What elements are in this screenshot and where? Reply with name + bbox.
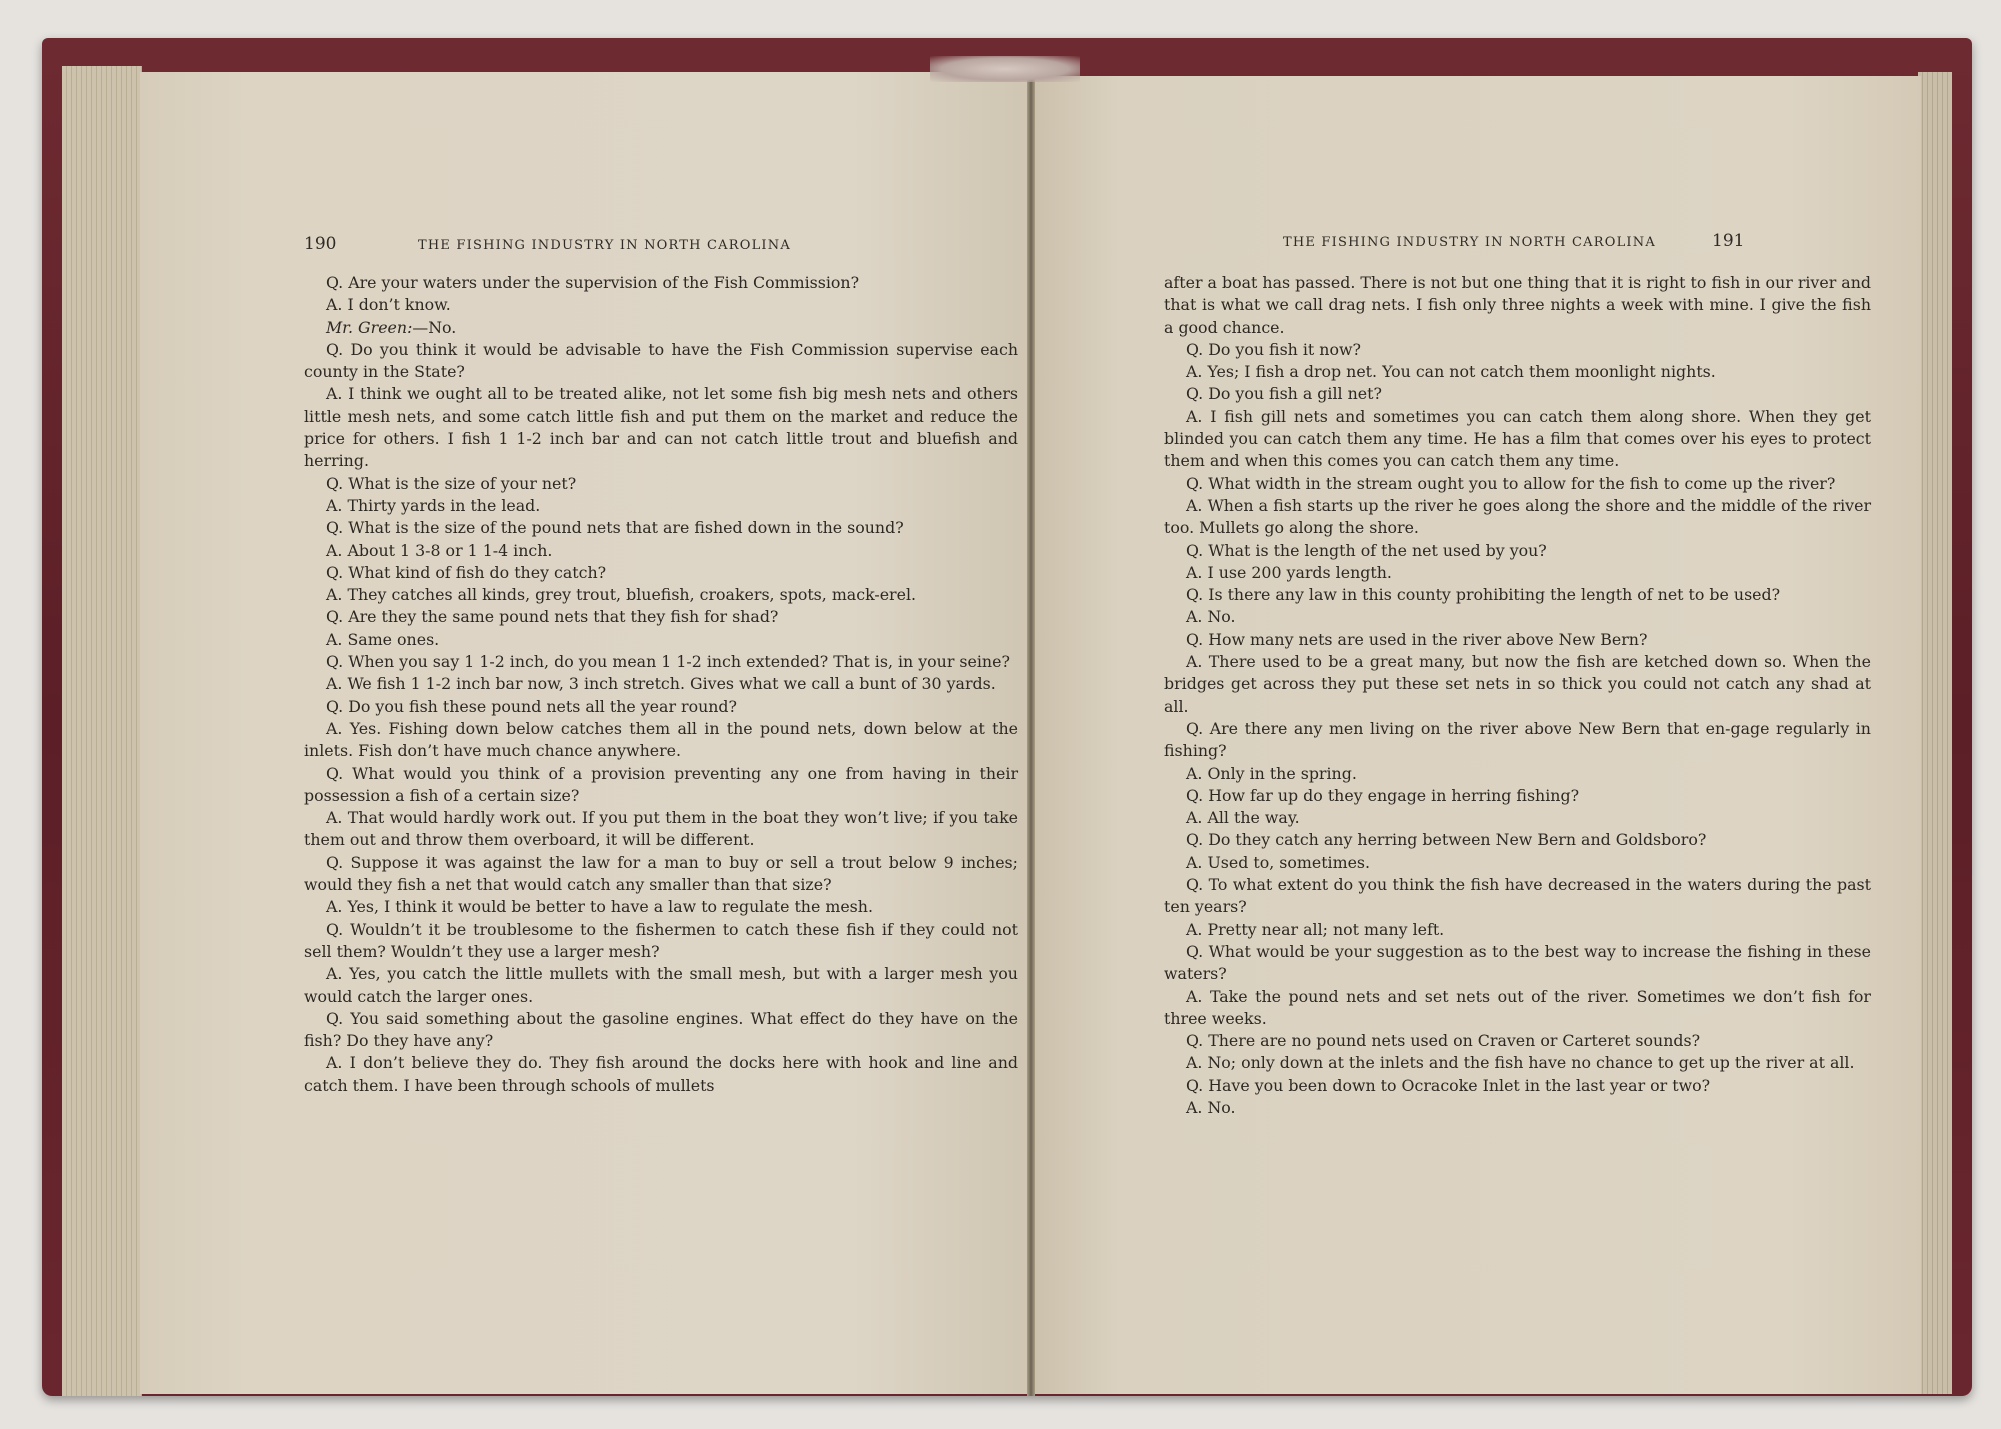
paragraph-text: Q. You said something about the gasoline engines. What effect do they have on the fish? Do they have any? bbox=[304, 1008, 1018, 1051]
paragraph bbox=[304, 272, 1018, 294]
paragraph: A. I use 200 yards length. bbox=[1186, 562, 1392, 582]
spine-headband bbox=[930, 56, 1080, 82]
paragraph bbox=[304, 317, 1018, 339]
paragraph: A. No. bbox=[1186, 1097, 1236, 1117]
page-body bbox=[1164, 272, 1871, 1119]
paragraph bbox=[304, 896, 1018, 918]
paragraph bbox=[304, 517, 1018, 539]
paragraph: A. Used to, sometimes. bbox=[1186, 852, 1371, 872]
paragraph-text: A. That would hardly work out. If you put them in the boat they won’t live; if you take them out and throw them overboard, it will be different. bbox=[304, 808, 1018, 850]
speaker-name: Mr. Green: bbox=[326, 317, 413, 337]
paragraph-text: A. Same ones. bbox=[326, 629, 440, 649]
paragraph bbox=[304, 919, 1018, 964]
paragraph-text: A. Thirty yards in the lead. bbox=[326, 495, 541, 515]
paragraph-text: A. About 1 3-8 or 1 1-4 inch. bbox=[326, 540, 553, 560]
paragraph-text: A. Yes, you catch the little mullets with the small mesh, but with a larger mesh you would catch the larger ones. bbox=[304, 964, 1018, 1006]
paragraph: Q. Is there any law in this county prohibiting the length of net to be used? bbox=[1186, 585, 1781, 605]
running-head: THE FISHING INDUSTRY IN NORTH CAROLINA bbox=[418, 238, 791, 253]
paragraph-text: Q. What is the size of the pound nets that are fished down in the sound? bbox=[326, 518, 904, 538]
paragraph bbox=[304, 1008, 1018, 1053]
paragraph-text: Q. When you say 1 1-2 inch, do you mean 1 1-2 inch extended? That is, in your seine? bbox=[326, 652, 1010, 672]
paragraph-text: A. Yes, I think it would be better to have a law to regulate the mesh. bbox=[326, 897, 873, 917]
paragraph: A. No. bbox=[1186, 607, 1236, 627]
paragraph: Q. Do they catch any herring between New Bern and Goldsboro? bbox=[1186, 830, 1707, 850]
paragraph bbox=[304, 651, 1018, 673]
paragraph-text: —No. bbox=[412, 317, 457, 337]
paragraph bbox=[304, 629, 1018, 651]
paragraph bbox=[304, 339, 1018, 384]
paragraph: A. No; only down at the inlets and the fish have no chance to get up the river at all. bbox=[1186, 1053, 1855, 1073]
paragraph: Q. To what extent do you think the fish have decreased in the waters during the past ten years? bbox=[1164, 875, 1871, 917]
paragraph: A. I fish gill nets and sometimes you can catch them along shore. When they get blinded you can catch them any time. He has a film that comes over his eyes to protect them and when this comes you can catch them any time. bbox=[1164, 406, 1871, 471]
paragraph: Q. Are there any men living on the river above New Bern that en-gage regularly in fishing? bbox=[1164, 718, 1871, 761]
paragraph bbox=[304, 673, 1018, 695]
paragraph: Q. How far up do they engage in herring fishing? bbox=[1186, 785, 1580, 805]
paragraph: A. Only in the spring. bbox=[1186, 763, 1357, 783]
paragraph-text: Q. Do you fish these pound nets all the year round? bbox=[326, 696, 738, 716]
paragraph-text: Q. Suppose it was against the law for a man to buy or sell a trout below 9 inches; would they fish a net that would catch any smaller than that size? bbox=[304, 852, 1018, 895]
paragraph bbox=[304, 718, 1018, 763]
paragraph-text: A. I don’t know. bbox=[326, 295, 451, 315]
paragraph: A. There used to be a great many, but now the fish are ketched down so. When the bridges get across they put these set nets in so thick you could not catch any shad at all. bbox=[1164, 652, 1871, 716]
page-body bbox=[304, 272, 1018, 1097]
paragraph-text: A. They catches all kinds, grey trout, bluefish, croakers, spots, mack-erel. bbox=[326, 585, 917, 605]
right-page bbox=[1031, 76, 1921, 1394]
paragraph: A. Take the pound nets and set nets out of the river. Sometimes we don’t fish for three weeks. bbox=[1164, 986, 1871, 1028]
paragraph bbox=[304, 562, 1018, 584]
paragraph-text: A. We fish 1 1-2 inch bar now, 3 inch stretch. Gives what we call a bunt of 30 yards. bbox=[326, 674, 996, 694]
paragraph: A. Yes; I fish a drop net. You can not catch them moonlight nights. bbox=[1186, 362, 1716, 382]
paragraph-text: Q. What kind of fish do they catch? bbox=[326, 562, 607, 582]
paragraph bbox=[304, 606, 1018, 628]
paragraph: Q. How many nets are used in the river above New Bern? bbox=[1186, 629, 1648, 649]
left-page bbox=[140, 72, 1031, 1394]
paragraph bbox=[304, 763, 1018, 808]
page-edges-left bbox=[62, 66, 142, 1396]
paragraph bbox=[304, 383, 1018, 472]
paragraph-text: Q. What would you think of a provision preventing any one from having in their possession a fish of a certain size? bbox=[304, 763, 1018, 805]
paragraph bbox=[304, 584, 1018, 606]
page-number: 190 bbox=[304, 234, 337, 254]
running-head: THE FISHING INDUSTRY IN NORTH CAROLINA bbox=[1283, 235, 1656, 250]
paragraph-text: Q. What is the size of your net? bbox=[326, 473, 577, 493]
paragraph bbox=[304, 963, 1018, 1008]
paragraph-text: Q. Do you think it would be advisable to have the Fish Commission supervise each county in the State? bbox=[304, 339, 1018, 382]
paragraph-text: Q. Are your waters under the supervision of the Fish Commission? bbox=[326, 273, 860, 292]
paragraph-text: A. I think we ought all to be treated alike, not let some fish big mesh nets and others little mesh nets, and some catch little fish and put them on the market and reduce the price for others. I fish 1 1-2 inch bar and can not catch little trout and bluefish and herring. bbox=[304, 384, 1018, 471]
page-edges-right bbox=[1918, 72, 1952, 1394]
paragraph: Q. What is the length of the net used by you? bbox=[1186, 540, 1547, 560]
page-number: 191 bbox=[1712, 231, 1745, 251]
paragraph bbox=[304, 852, 1018, 897]
continuation-paragraph: after a boat has passed. There is not but one thing that it is right to fish in our river and that is what we call drag nets. I fish only three nights a week with mine. I give the fish a good chance. bbox=[1164, 273, 1871, 337]
paragraph bbox=[304, 495, 1018, 517]
paragraph-text: Q. Wouldn’t it be troublesome to the fishermen to catch these fish if they could not sell them? Wouldn’t they use a larger mesh? bbox=[304, 919, 1018, 961]
book-gutter bbox=[1027, 66, 1035, 1396]
paragraph: Q. What width in the stream ought you to allow for the fish to come up the river? bbox=[1186, 473, 1836, 493]
paragraph: Q. What would be your suggestion as to the best way to increase the fishing in these waters? bbox=[1164, 941, 1871, 984]
paragraph: A. All the way. bbox=[1186, 808, 1300, 828]
paragraph bbox=[304, 540, 1018, 562]
paragraph: A. When a fish starts up the river he goes along the shore and the middle of the river too. Mullets go along the shore. bbox=[1164, 495, 1871, 538]
paragraph: Q. There are no pound nets used on Craven or Carteret sounds? bbox=[1186, 1031, 1701, 1051]
paragraph bbox=[304, 473, 1018, 495]
paragraph-text: A. Yes. Fishing down below catches them all in the pound nets, down below at the inlets. Fish don’t have much chance anywhere. bbox=[304, 718, 1018, 761]
paragraph bbox=[304, 1052, 1018, 1097]
paragraph bbox=[304, 294, 1018, 316]
paragraph: Q. Do you fish a gill net? bbox=[1186, 384, 1382, 404]
paragraph bbox=[304, 807, 1018, 852]
paragraph: A. Pretty near all; not many left. bbox=[1186, 919, 1445, 939]
paragraph: Q. Have you been down to Ocracoke Inlet in the last year or two? bbox=[1186, 1075, 1711, 1095]
paragraph-text: A. I don’t believe they do. They fish around the docks here with hook and line and catch them. I have been through schools of mullets bbox=[304, 1053, 1018, 1095]
paragraph bbox=[304, 696, 1018, 718]
paragraph: Q. Do you fish it now? bbox=[1186, 339, 1361, 359]
paragraph-text: Q. Are they the same pound nets that they fish for shad? bbox=[326, 607, 779, 627]
